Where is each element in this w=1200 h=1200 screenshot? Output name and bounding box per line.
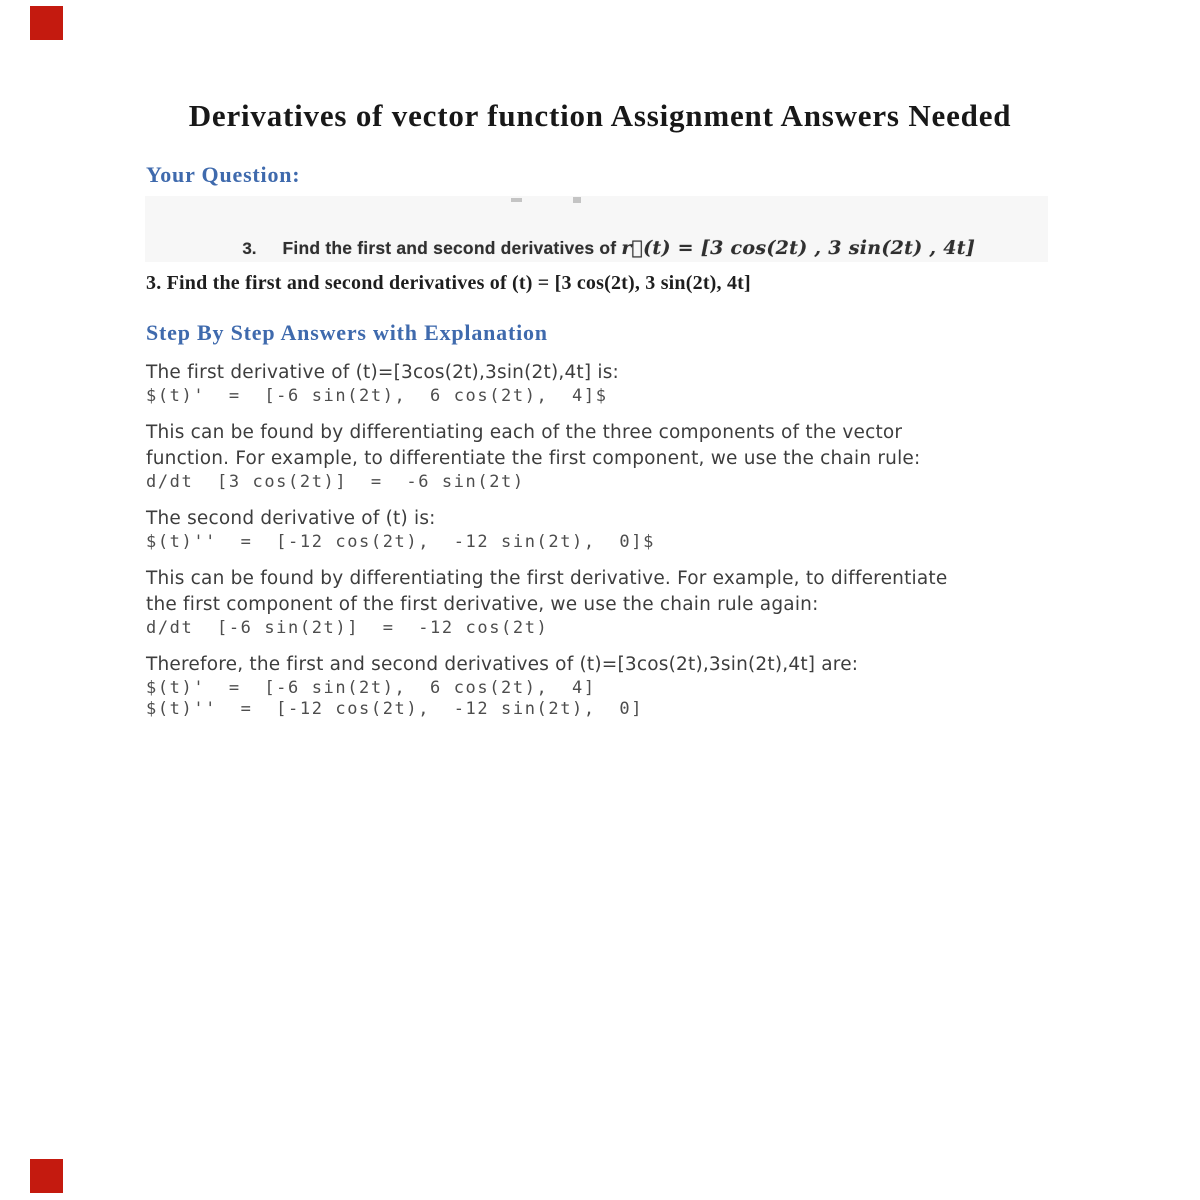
question-math-expression: r⃗(t) = [3 cos(2t) , 3 sin(2t) , 4t]	[621, 237, 976, 259]
answer-text-line: the first component of the first derivative, we use the chain rule again:	[146, 594, 819, 615]
answer-block	[146, 360, 1051, 407]
answer-text-line: This can be found by differentiating the first derivative. For example, to differentiate	[146, 568, 948, 589]
red-margin-mark-bottom	[30, 1159, 63, 1193]
answer-block	[146, 652, 1051, 720]
answer-code-line: d/dt [-6 sin(2t)] = -12 cos(2t)	[146, 618, 549, 638]
answer-code-line: d/dt [3 cos(2t)] = -6 sin(2t)	[146, 472, 525, 492]
red-margin-mark-top	[30, 6, 63, 40]
answer-code-line: $(t)' = [-6 sin(2t), 6 cos(2t), 4]	[146, 678, 596, 698]
answer-text-line: function. For example, to differentiate the first component, we use the chain rule:	[146, 448, 921, 469]
answer-code-line: $(t)'' = [-12 cos(2t), -12 sin(2t), 0]	[146, 699, 644, 719]
cropped-text-artifact	[511, 198, 522, 202]
answer-block	[146, 566, 1051, 639]
question-number: 3.	[242, 239, 257, 258]
answer-block	[146, 420, 1051, 493]
answer-text-line: Therefore, the first and second derivatives of (t)=[3cos(2t),3sin(2t),4t] are:	[146, 654, 859, 675]
answer-body	[146, 360, 1051, 733]
answer-code-line: $(t)' = [-6 sin(2t), 6 cos(2t), 4]$	[146, 386, 608, 406]
answer-code-line: $(t)'' = [-12 cos(2t), -12 sin(2t), 0]$	[146, 532, 655, 552]
answer-text-line: The second derivative of (t) is:	[146, 508, 436, 529]
step-by-step-heading: Step By Step Answers with Explanation	[146, 320, 548, 345]
cropped-text-artifact	[573, 197, 581, 203]
question-restatement: 3. Find the first and second derivatives of (t) = [3 cos(2t), 3 sin(2t), 4t]	[146, 272, 751, 294]
answer-text-line: This can be found by differentiating each of the three components of the vector	[146, 422, 903, 443]
question-screenshot-box	[145, 196, 1048, 262]
page-title: Derivatives of vector function Assignment Answers Needed	[188, 98, 1012, 133]
answer-block	[146, 506, 1051, 553]
your-question-heading: Your Question:	[146, 162, 301, 187]
question-item	[222, 218, 975, 278]
question-text: Find the first and second derivatives of	[282, 238, 622, 258]
answer-text-line: The first derivative of (t)=[3cos(2t),3sin(2t),4t] is:	[146, 362, 619, 383]
